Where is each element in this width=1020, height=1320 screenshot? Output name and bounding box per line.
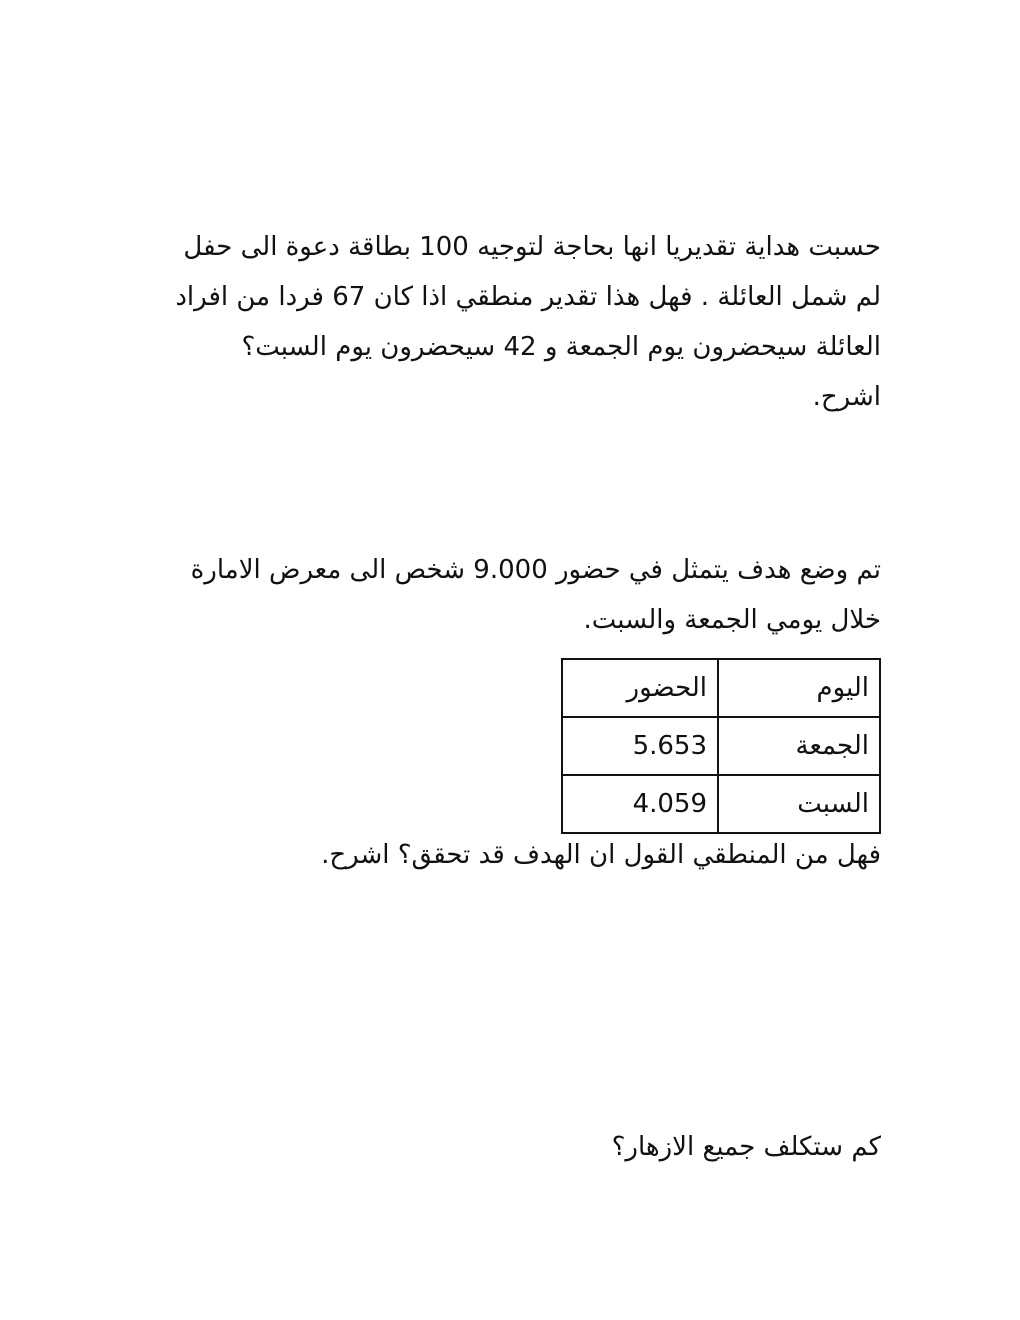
cell-attendance-saturday: 4.059	[562, 775, 718, 833]
paragraph-exhibition-goal-intro: تم وضع هدف يتمثل في حضور 9.000 شخص الى معرض الامارة خلال يومي الجمعة والسبت.	[190, 555, 881, 635]
paragraph-reunion-estimate-problem: حسبت هداية تقديريا انها بحاجة لتوجيه 100 بطاقة دعوة الى حفل لم شمل العائلة . فهل هذا تقدير منطقي اذا كان 67 فردا من افراد العائلة سيحضرون يوم الجمعة و 42 سيحضرون يوم السبت؟ اشرح.	[175, 232, 881, 412]
table-header-attendance: الحضور	[562, 659, 718, 717]
table-row-friday	[562, 717, 880, 775]
cell-attendance-friday: 5.653	[562, 717, 718, 775]
table-header-day: اليوم	[718, 659, 880, 717]
paragraph-goal-achieved-question: فهل من المنطقي القول ان الهدف قد تحقق؟ اشرح.	[321, 840, 881, 870]
cell-day-friday: الجمعة	[718, 717, 880, 775]
table-header-row	[562, 659, 880, 717]
table-row-saturday	[562, 775, 880, 833]
attendance-table	[561, 658, 881, 834]
cell-day-saturday: السبت	[718, 775, 880, 833]
paragraph-flowers-cost-question: كم ستكلف جميع الازهار؟	[611, 1132, 881, 1162]
